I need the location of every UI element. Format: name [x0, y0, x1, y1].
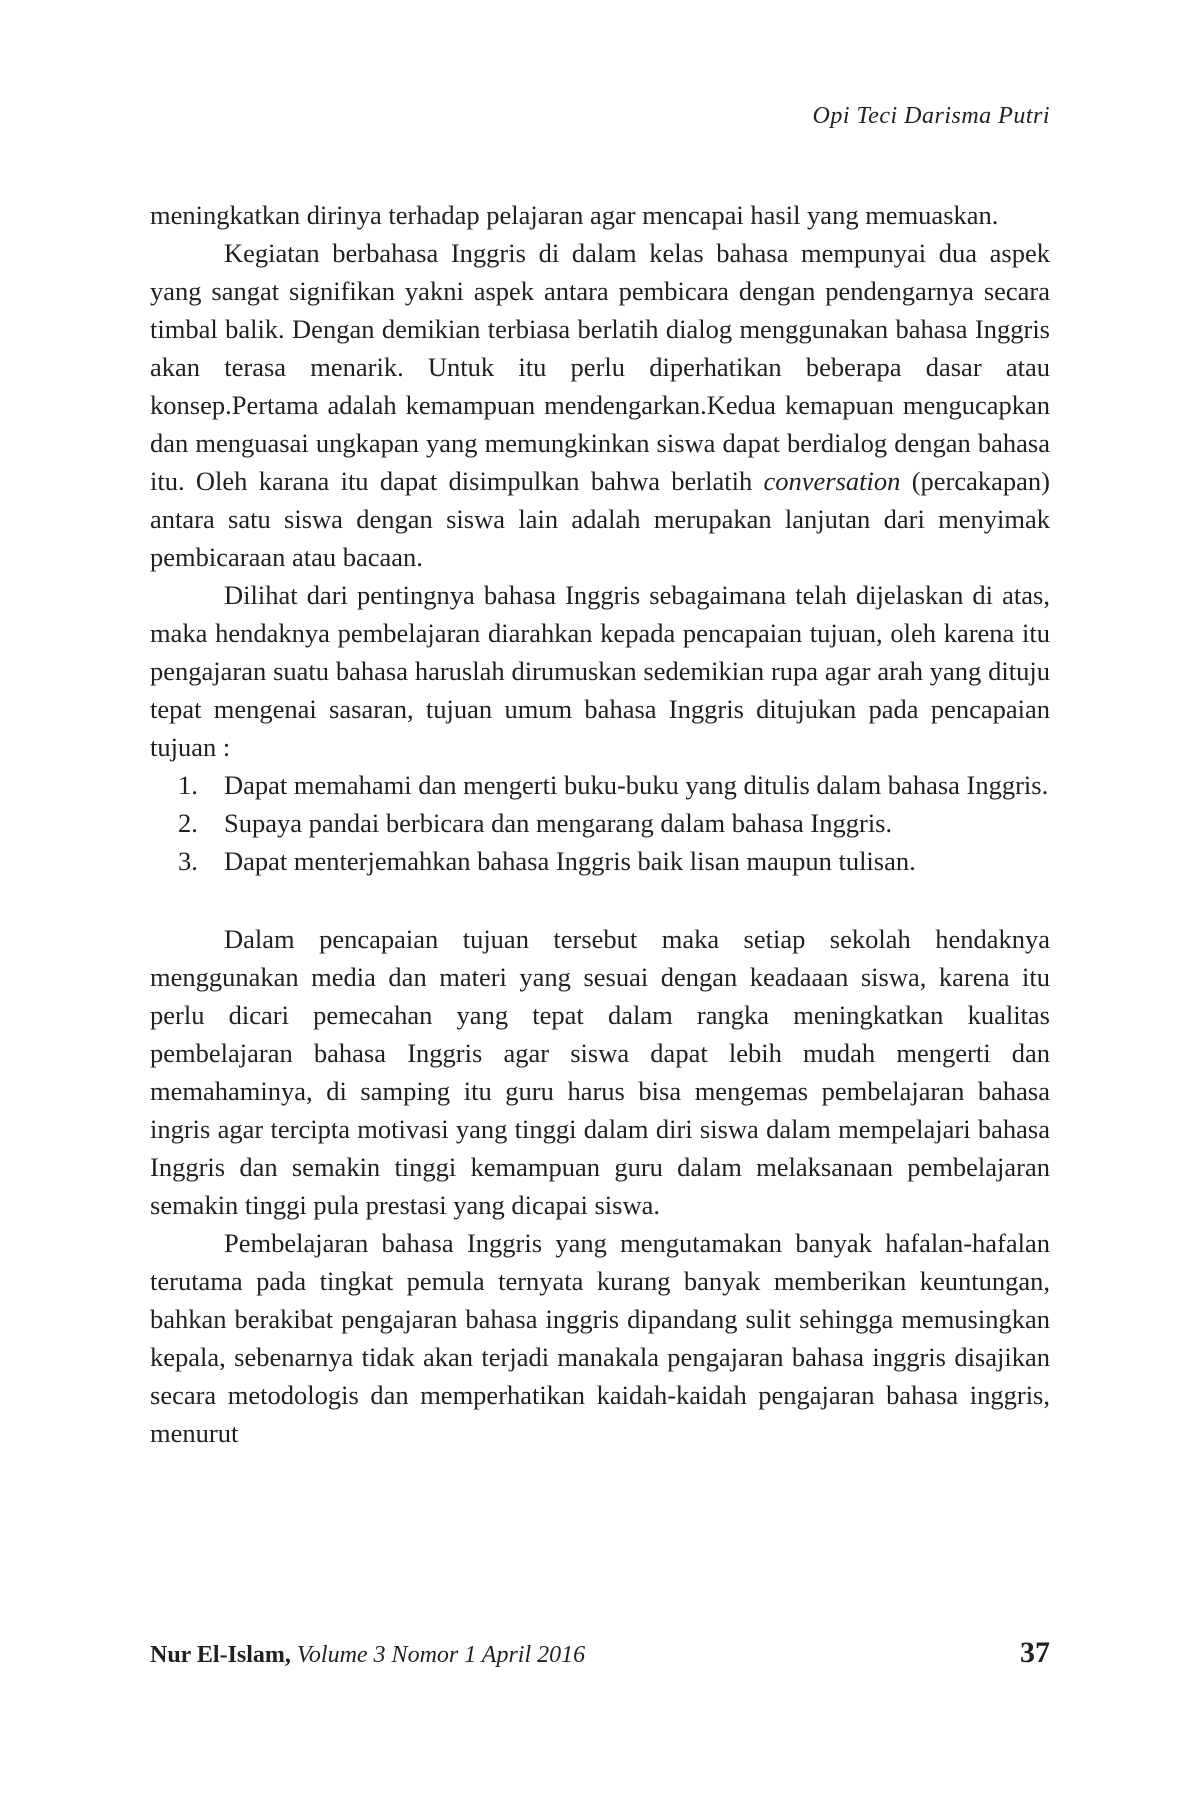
paragraph-2-text-a: Kegiatan berbahasa Inggris di dalam kelas bahasa mempunyai dua aspek yang sangat signifikan yakni aspek antara pembicara dengan pendengarnya secara timbal balik. Dengan demikian terbiasa berlatih dialog menggunakan bahasa Inggris akan terasa menarik. Untuk itu perlu diperhatikan beberapa dasar atau konsep.Pertama adalah kemampuan mendengarkan.Kedua kemapuan mengucapkan dan menguasai ungkapan yang memungkinkan siswa dapat berdialog dengan bahasa itu. Oleh karana itu dapat disimpulkan bahwa berlatih [150, 238, 1050, 496]
list-item-number: 3. [178, 846, 198, 876]
list-item-text: Dapat memahami dan mengerti buku-buku yang ditulis dalam bahasa Inggris. [224, 770, 1049, 800]
italic-term: conversation [763, 466, 901, 496]
paragraph-1: meningkatkan dirinya terhadap pelajaran agar mencapai hasil yang memuaskan. [150, 200, 999, 230]
journal-citation [150, 1642, 585, 1669]
section-spacer [150, 880, 1050, 920]
list-item [150, 766, 1050, 804]
paragraph-4: Dalam pencapaian tujuan tersebut maka setiap sekolah hendaknya menggunakan media dan materi yang sesuai dengan keadaaan siswa, karena itu perlu dicari pemecahan yang tepat dalam rangka meningkatkan kualitas pembelajaran bahasa Inggris agar siswa dapat lebih mudah mengerti dan memahaminya, di samping itu guru harus bisa mengemas pembelajaran bahasa ingris agar tercipta motivasi yang tinggi dalam diri siswa dalam mempelajari bahasa Inggris dan semakin tinggi kemampuan guru dalam melaksanaan pembelajaran semakin tinggi pula prestasi yang dicapai siswa. [150, 924, 1050, 1220]
paragraph-3: Dilihat dari pentingnya bahasa Inggris sebagaimana telah dijelaskan di atas, maka hendaknya pembelajaran diarahkan kepada pencapaian tujuan, oleh karena itu pengajaran suatu bahasa haruslah dirumuskan sedemikian rupa agar arah yang dituju tepat mengenai sasaran, tujuan umum bahasa Inggris ditujukan pada pencapaian tujuan : [150, 580, 1050, 762]
body-text [150, 196, 1050, 1452]
list-item-text: Dapat menterjemahkan bahasa Inggris baik lisan maupun tulisan. [224, 846, 916, 876]
list-item [150, 804, 1050, 842]
list-item-number: 1. [178, 770, 198, 800]
paragraph-2-text-b: (percakapan) antara satu siswa dengan siswa lain adalah merupakan lanjutan dari menyimak pembicaraan atau bacaan. [150, 466, 1050, 572]
page-footer [150, 1636, 1050, 1676]
running-header-author: Opi Teci Darisma Putri [812, 103, 1050, 129]
list-item [150, 842, 1050, 880]
list-item-text: Supaya pandai berbicara dan mengarang dalam bahasa Inggris. [224, 808, 893, 838]
journal-name: Nur El-Islam, [150, 1642, 291, 1668]
page-number: 37 [1020, 1636, 1050, 1669]
objectives-list [150, 766, 1050, 880]
list-item-number: 2. [178, 808, 198, 838]
journal-issue: Volume 3 Nomor 1 April 2016 [296, 1642, 586, 1668]
paragraph-2 [150, 234, 1050, 576]
paragraph-5: Pembelajaran bahasa Inggris yang mengutamakan banyak hafalan-hafalan terutama pada tingkat pemula ternyata kurang banyak memberikan keuntungan, bahkan berakibat pengajaran bahasa inggris dipandang sulit sehingga memusingkan kepala, sebenarnya tidak akan terjadi manakala pengajaran bahasa inggris disajikan secara metodologis dan memperhatikan kaidah-kaidah pengajaran bahasa inggris, menurut [150, 1228, 1050, 1448]
